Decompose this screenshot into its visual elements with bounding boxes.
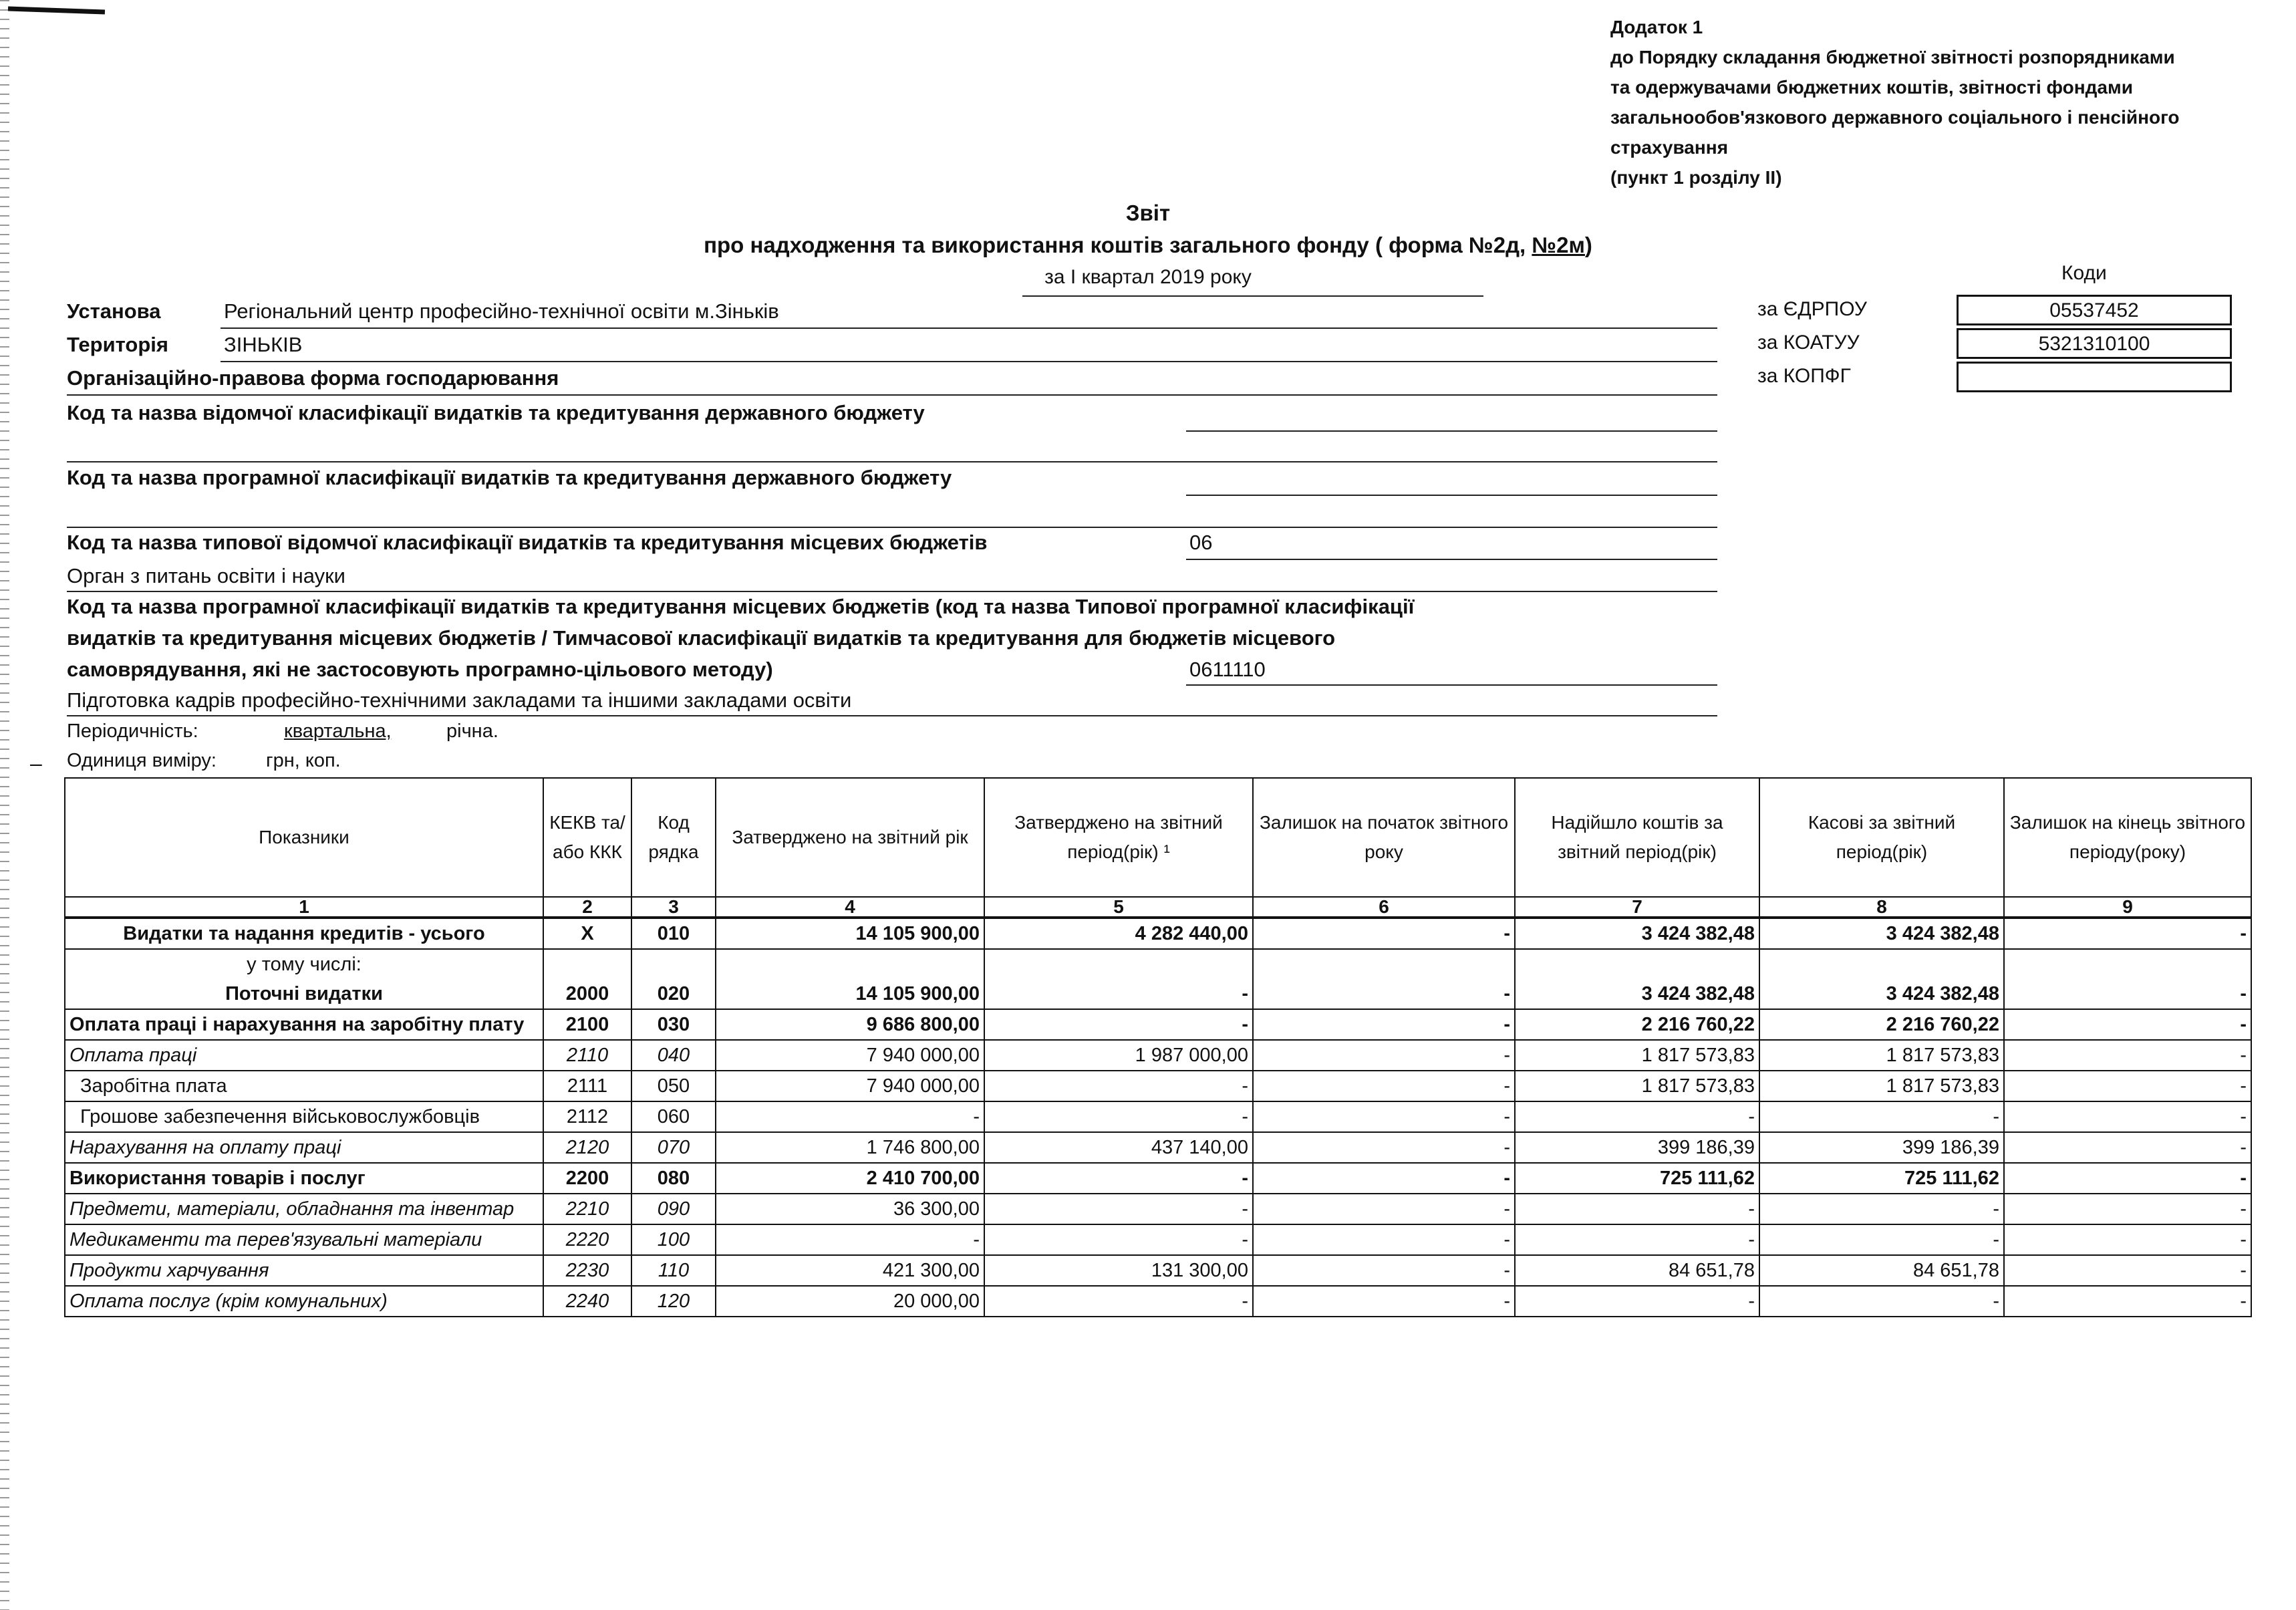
- local-prog-label-2: видатків та кредитування місцевих бюджетів / Тимчасової класифікації видатків та кредитування для бюджетів місцевого: [67, 626, 1336, 650]
- territory-rule: [221, 361, 1717, 362]
- local-prog-name-rule: [67, 715, 1717, 716]
- column-number-row: [65, 897, 2251, 918]
- row-label: Оплата праці: [65, 1040, 543, 1071]
- local-prog-name: Підготовка кадрів професійно-технічними закладами та іншими закладами освіти: [67, 688, 852, 712]
- typical-dept-name-rule: [67, 591, 1717, 592]
- kekv-cell: 2000: [543, 949, 631, 1009]
- value-cell: 36 300,00: [716, 1194, 984, 1224]
- value-cell: 3 424 382,48: [1759, 918, 2004, 949]
- value-cell: -: [2004, 1163, 2251, 1194]
- value-cell: -: [984, 1286, 1253, 1317]
- row-code-cell: 080: [631, 1163, 716, 1194]
- table-row: [65, 949, 2251, 1009]
- kekv-cell: 2112: [543, 1101, 631, 1132]
- value-cell: -: [1759, 1194, 2004, 1224]
- kekv-cell: 2111: [543, 1071, 631, 1101]
- col-number: 9: [2004, 897, 2251, 918]
- col-number: 5: [984, 897, 1253, 918]
- value-cell: -: [2004, 1101, 2251, 1132]
- value-cell: -: [2004, 1132, 2251, 1163]
- value-cell: 1 817 573,83: [1515, 1071, 1759, 1101]
- appendix-line: до Порядку складання бюджетної звітності розпорядниками: [1610, 47, 2175, 68]
- edrpou-value: 05537452: [1957, 295, 2232, 325]
- kekv-cell: 2100: [543, 1009, 631, 1040]
- value-cell: 1 987 000,00: [984, 1040, 1253, 1071]
- value-cell: -: [1253, 1163, 1515, 1194]
- value-cell: -: [1253, 1040, 1515, 1071]
- row-code-cell: 030: [631, 1009, 716, 1040]
- value-cell: -: [2004, 1009, 2251, 1040]
- table-row: [65, 1255, 2251, 1286]
- institution-rule: [221, 327, 1717, 329]
- value-cell: 14 105 900,00: [716, 949, 984, 1009]
- period-rule: [1022, 295, 1483, 297]
- kekv-cell: 2230: [543, 1255, 631, 1286]
- value-cell: 14 105 900,00: [716, 918, 984, 949]
- koatuu-value: 5321310100: [1957, 328, 2232, 359]
- row-code-cell: 050: [631, 1071, 716, 1101]
- value-cell: -: [1515, 1224, 1759, 1255]
- row-label-text: Видатки та надання кредитів - усього: [123, 923, 485, 944]
- row-label: [65, 949, 543, 1009]
- value-cell: -: [2004, 1071, 2251, 1101]
- dept-class-rule-2: [67, 461, 1717, 462]
- value-cell: 1 817 573,83: [1759, 1071, 2004, 1101]
- value-cell: -: [2004, 918, 2251, 949]
- prog-class-label: Код та назва програмної класифікації видатків та кредитування державного бюджету: [67, 466, 952, 489]
- institution-label: Установа: [67, 299, 161, 323]
- value-cell: 1 817 573,83: [1759, 1040, 2004, 1071]
- table-row: [65, 1286, 2251, 1317]
- row-code-cell: 060: [631, 1101, 716, 1132]
- row-label: Використання товарів і послуг: [65, 1163, 543, 1194]
- value-cell: 725 111,62: [1515, 1163, 1759, 1194]
- kopfg-value: [1957, 362, 2232, 392]
- table-row: [65, 1101, 2251, 1132]
- value-cell: -: [984, 1194, 1253, 1224]
- value-cell: 3 424 382,48: [1515, 918, 1759, 949]
- col-header: Залишок на кінець звітного періоду(року): [2004, 778, 2251, 897]
- value-cell: -: [1759, 1224, 2004, 1255]
- value-cell: 131 300,00: [984, 1255, 1253, 1286]
- row-label: Нарахування на оплату праці: [65, 1132, 543, 1163]
- col-number: 8: [1759, 897, 2004, 918]
- row-code-cell: 020: [631, 949, 716, 1009]
- periodicity-value-2: річна.: [446, 720, 498, 742]
- prog-class-rule: [1186, 495, 1717, 496]
- kekv-cell: X: [543, 918, 631, 949]
- table-row: [65, 1071, 2251, 1101]
- report-subtitle: [0, 233, 2296, 258]
- value-cell: -: [2004, 1040, 2251, 1071]
- report-title: Звіт: [1125, 200, 1171, 225]
- value-cell: -: [984, 1101, 1253, 1132]
- value-cell: 437 140,00: [984, 1132, 1253, 1163]
- territory-value: ЗІНЬКІВ: [224, 333, 303, 356]
- value-cell: -: [716, 1101, 984, 1132]
- row-code-cell: 110: [631, 1255, 716, 1286]
- org-form-label: Організаційно-правова форма господарювання: [67, 366, 559, 390]
- value-cell: -: [1759, 1101, 2004, 1132]
- report-table: [64, 777, 2252, 1317]
- value-cell: -: [984, 949, 1253, 1009]
- value-cell: -: [1515, 1194, 1759, 1224]
- codes-header: Коди: [2061, 262, 2107, 284]
- scan-arrow-mark: –: [30, 751, 42, 775]
- row-code-cell: 120: [631, 1286, 716, 1317]
- value-cell: -: [984, 1071, 1253, 1101]
- appendix-line: Додаток 1: [1610, 17, 1703, 37]
- value-cell: 725 111,62: [1759, 1163, 2004, 1194]
- appendix-line: страхування: [1610, 137, 1729, 158]
- periodicity-label: Періодичність:: [67, 720, 198, 742]
- table-row: [65, 1132, 2251, 1163]
- value-cell: -: [1515, 1286, 1759, 1317]
- value-cell: -: [2004, 1224, 2251, 1255]
- territory-label: Територія: [67, 333, 168, 356]
- row-label: [65, 918, 543, 949]
- kekv-cell: 2240: [543, 1286, 631, 1317]
- value-cell: 1 817 573,83: [1515, 1040, 1759, 1071]
- kekv-cell: 2120: [543, 1132, 631, 1163]
- report-subtitle-close: ): [1584, 233, 1592, 257]
- col-number: 4: [716, 897, 984, 918]
- org-form-rule: [67, 394, 1717, 396]
- institution-value: Регіональний центр професійно-технічної освіти м.Зіньків: [224, 299, 779, 323]
- prog-class-rule-2: [67, 527, 1717, 528]
- kopfg-label: за КОПФГ: [1757, 365, 1851, 387]
- dept-class-label: Код та назва відомчої класифікації видатків та кредитування державного бюджету: [67, 401, 925, 424]
- col-header: Показники: [65, 778, 543, 897]
- value-cell: 7 940 000,00: [716, 1040, 984, 1071]
- table-row: [65, 1163, 2251, 1194]
- value-cell: -: [2004, 1286, 2251, 1317]
- table-body: [65, 918, 2251, 1317]
- value-cell: 399 186,39: [1759, 1132, 2004, 1163]
- value-cell: -: [1253, 1255, 1515, 1286]
- value-cell: 4 282 440,00: [984, 918, 1253, 949]
- value-cell: 9 686 800,00: [716, 1009, 984, 1040]
- value-cell: -: [2004, 1194, 2251, 1224]
- typical-dept-code-rule: [1186, 559, 1717, 560]
- appendix-line: та одержувачами бюджетних коштів, звітності фондами: [1610, 77, 2133, 98]
- table-row: [65, 1194, 2251, 1224]
- col-header: Затверджено на звітний рік: [716, 778, 984, 897]
- row-label: Грошове забезпечення військовослужбовців: [65, 1101, 543, 1132]
- value-cell: 2 216 760,22: [1515, 1009, 1759, 1040]
- value-cell: -: [2004, 1255, 2251, 1286]
- row-code-cell: 040: [631, 1040, 716, 1071]
- value-cell: -: [1253, 1286, 1515, 1317]
- value-cell: -: [1253, 1194, 1515, 1224]
- table-row: [65, 918, 2251, 949]
- table-row: [65, 1040, 2251, 1071]
- col-number: 1: [65, 897, 543, 918]
- periodicity-value: квартальна,: [284, 720, 392, 742]
- appendix-note: [1610, 12, 2252, 192]
- col-header: Залишок на початок звітного року: [1253, 778, 1515, 897]
- col-header: Затверджено на звітний період(рік) ¹: [984, 778, 1253, 897]
- local-prog-label-1: Код та назва програмної класифікації видатків та кредитування місцевих бюджетів (код та назва Типової програмної класифікації: [67, 595, 1415, 618]
- report-subtitle-form: №2м: [1532, 233, 1585, 257]
- row-label: Заробітна плата: [65, 1071, 543, 1101]
- kekv-cell: 2200: [543, 1163, 631, 1194]
- koatuu-label: за КОАТУУ: [1757, 331, 1860, 354]
- table-row: [65, 1224, 2251, 1255]
- value-cell: -: [1253, 949, 1515, 1009]
- value-cell: -: [1253, 918, 1515, 949]
- row-code-cell: 100: [631, 1224, 716, 1255]
- value-cell: -: [1253, 1101, 1515, 1132]
- typical-dept-code: 06: [1189, 531, 1213, 554]
- row-code-cell: 090: [631, 1194, 716, 1224]
- row-label-prefix: у тому числі:: [247, 954, 362, 975]
- value-cell: -: [1759, 1286, 2004, 1317]
- value-cell: -: [2004, 949, 2251, 1009]
- typical-dept-label: Код та назва типової відомчої класифікації видатків та кредитування місцевих бюджетів: [67, 531, 988, 554]
- value-cell: -: [1253, 1071, 1515, 1101]
- unit-value: грн, коп.: [266, 750, 341, 771]
- value-cell: 2 410 700,00: [716, 1163, 984, 1194]
- col-number: 7: [1515, 897, 1759, 918]
- row-code-cell: 070: [631, 1132, 716, 1163]
- col-number: 2: [543, 897, 631, 918]
- value-cell: 421 300,00: [716, 1255, 984, 1286]
- row-label: Продукти харчування: [65, 1255, 543, 1286]
- value-cell: -: [1253, 1224, 1515, 1255]
- value-cell: -: [716, 1224, 984, 1255]
- kekv-cell: 2210: [543, 1194, 631, 1224]
- row-label: Оплата праці і нарахування на заробітну плату: [65, 1009, 543, 1040]
- row-label: Медикаменти та перев'язувальні матеріали: [65, 1224, 543, 1255]
- local-prog-code-rule: [1186, 684, 1717, 686]
- value-cell: 3 424 382,48: [1759, 949, 2004, 1009]
- table-header-row: [65, 778, 2251, 897]
- col-header: Надійшло коштів за звітний період(рік): [1515, 778, 1759, 897]
- kekv-cell: 2110: [543, 1040, 631, 1071]
- value-cell: -: [984, 1224, 1253, 1255]
- col-number: 6: [1253, 897, 1515, 918]
- table-row: [65, 1009, 2251, 1040]
- edrpou-label: за ЄДРПОУ: [1757, 298, 1867, 320]
- row-label-text: Поточні видатки: [225, 983, 383, 1004]
- value-cell: 84 651,78: [1759, 1255, 2004, 1286]
- typical-dept-name: Орган з питань освіти і науки: [67, 564, 345, 587]
- appendix-line: загальнообов'язкового державного соціального і пенсійного: [1610, 107, 2180, 128]
- col-header: Касові за звітний період(рік): [1759, 778, 2004, 897]
- col-header: Код рядка: [631, 778, 716, 897]
- local-prog-code: 0611110: [1189, 658, 1266, 681]
- value-cell: 20 000,00: [716, 1286, 984, 1317]
- appendix-line: (пункт 1 розділу II): [1610, 167, 1782, 188]
- row-label: Оплата послуг (крім комунальних): [65, 1286, 543, 1317]
- report-period: за I квартал 2019 року: [1044, 266, 1252, 288]
- value-cell: 7 940 000,00: [716, 1071, 984, 1101]
- value-cell: 2 216 760,22: [1759, 1009, 2004, 1040]
- dept-class-rule: [1186, 430, 1717, 432]
- col-header: КЕКВ та/або ККК: [543, 778, 631, 897]
- kekv-cell: 2220: [543, 1224, 631, 1255]
- value-cell: 1 746 800,00: [716, 1132, 984, 1163]
- unit-label: Одиниця виміру:: [67, 750, 217, 771]
- value-cell: -: [984, 1009, 1253, 1040]
- scan-ink-mark: [8, 6, 105, 14]
- value-cell: 84 651,78: [1515, 1255, 1759, 1286]
- value-cell: 399 186,39: [1515, 1132, 1759, 1163]
- value-cell: -: [1253, 1132, 1515, 1163]
- value-cell: -: [984, 1163, 1253, 1194]
- local-prog-label-3: самоврядування, які не застосовують програмно-цільового методу): [67, 658, 773, 681]
- row-label: Предмети, матеріали, обладнання та інвентар: [65, 1194, 543, 1224]
- row-code-cell: 010: [631, 918, 716, 949]
- value-cell: 3 424 382,48: [1515, 949, 1759, 1009]
- col-number: 3: [631, 897, 716, 918]
- report-subtitle-main: про надходження та використання коштів загального фонду ( форма №2д,: [704, 233, 1532, 257]
- value-cell: -: [1253, 1009, 1515, 1040]
- value-cell: -: [1515, 1101, 1759, 1132]
